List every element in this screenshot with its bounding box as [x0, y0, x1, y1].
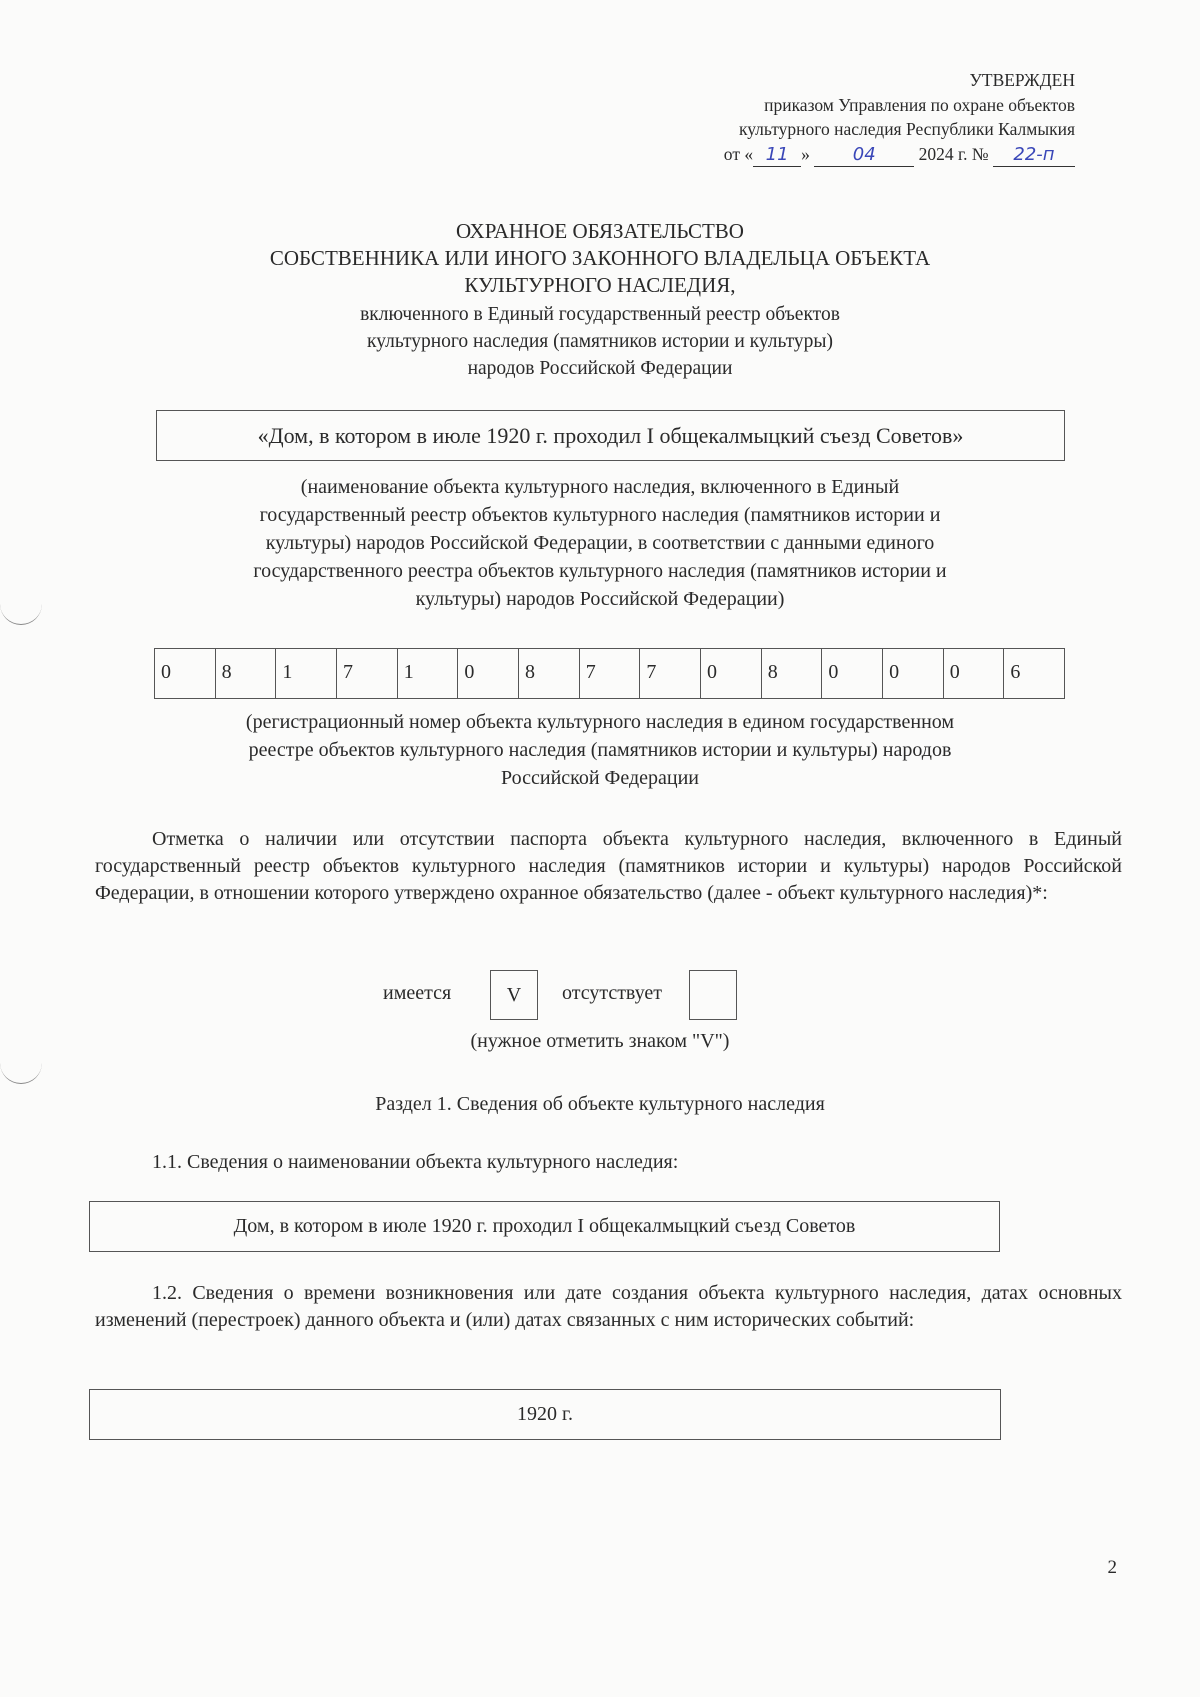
- item-1-1-value: Дом, в котором в июле 1920 г. проходил I общекалмыцкий съезд Советов: [233, 1215, 856, 1237]
- approval-year: 2024 г. №: [918, 143, 989, 164]
- approval-number: 22-п: [993, 144, 1075, 167]
- punch-hole-mark: [0, 596, 42, 625]
- absent-label: отсутствует: [562, 982, 663, 1004]
- reg-number-caption-line: Российской Федерации: [500, 767, 700, 789]
- document-subtitle: [0, 301, 1200, 382]
- reg-digit: 7: [640, 649, 701, 698]
- reg-digit: 0: [883, 649, 944, 698]
- title-line-1: ОХРАННОЕ ОБЯЗАТЕЛЬСТВО: [456, 219, 744, 243]
- item-1-2: [95, 1280, 1122, 1334]
- item-1-2-value-box: [89, 1389, 1001, 1440]
- passport-paragraph-text: Отметка о наличии или отсутствии паспорта объекта культурного наследия, включенного в Единый государственный реестр объектов культурного наследия (памятников истории и культуры) народов Российской Федерации, в отношении которого утверждено охранное обязательство (далее - объект культурного наследия)*:: [95, 828, 1122, 904]
- reg-number-caption-line: реестре объектов культурного наследия (памятников истории и культуры) народов: [248, 739, 952, 761]
- registration-number-grid: [154, 648, 1065, 699]
- reg-digit: 0: [944, 649, 1005, 698]
- reg-digit: 1: [276, 649, 337, 698]
- reg-digit: 8: [519, 649, 580, 698]
- punch-hole-mark: [0, 1055, 42, 1084]
- item-1-2-label: 1.2. Сведения о времени возникновения или дате создания объекта культурного наследия, датах основных изменений (перестроек) данного объекта и (или) датах связанных с ним исторических событий:: [95, 1282, 1122, 1331]
- reg-digit: 7: [337, 649, 398, 698]
- reg-digit: 0: [458, 649, 519, 698]
- title-line-2: СОБСТВЕННИКА ИЛИ ИНОГО ЗАКОННОГО ВЛАДЕЛЬЦА ОБЪЕКТА: [269, 246, 931, 270]
- item-1-1-value-box: [89, 1201, 1000, 1252]
- mark-note: (нужное отметить знаком "V"): [470, 1030, 730, 1052]
- passport-checkboxes: [0, 970, 1200, 1020]
- document-title: [0, 218, 1200, 299]
- reg-number-caption-line: (регистрационный номер объекта культурного наследия в едином государственном: [245, 711, 955, 733]
- approval-title: УТВЕРЖДЕН: [969, 70, 1075, 90]
- reg-digit: 0: [822, 649, 883, 698]
- reg-digit: 0: [701, 649, 762, 698]
- item-1-1-label: 1.1. Сведения о наименовании объекта культурного наследия:: [152, 1151, 679, 1173]
- reg-digit: 6: [1010, 661, 1021, 683]
- subtitle-line-3: народов Российской Федерации: [467, 358, 733, 379]
- reg-digit: 8: [762, 649, 823, 698]
- object-name-caption-line: государственного реестра объектов культурного наследия (памятников истории и: [253, 560, 947, 582]
- present-label: имеется: [383, 982, 452, 1004]
- approval-block: [724, 68, 1075, 167]
- approval-date-line: [724, 142, 1075, 167]
- date-prefix: от «: [723, 143, 754, 164]
- object-name-caption-line: государственный реестр объектов культурного наследия (памятников истории и: [259, 504, 941, 526]
- object-name-caption: [0, 473, 1200, 613]
- reg-digit: 1: [398, 649, 459, 698]
- object-name-caption-line: (наименование объекта культурного наследия, включенного в Единый: [300, 476, 900, 498]
- item-1-2-value: 1920 г.: [517, 1403, 573, 1425]
- reg-number-caption: [0, 708, 1200, 792]
- approval-order-line: приказом Управления по охране объектов: [764, 94, 1075, 115]
- present-checkbox[interactable]: [490, 970, 538, 1020]
- approval-authority-line: культурного наследия Республики Калмыкия: [738, 119, 1075, 139]
- subtitle-line-1: включенного в Единый государственный реестр объектов: [360, 304, 840, 325]
- subtitle-line-2: культурного наследия (памятников истории и культуры): [367, 331, 833, 352]
- reg-digit: 7: [580, 649, 641, 698]
- object-name-box: [156, 410, 1065, 461]
- absent-checkbox[interactable]: [689, 970, 737, 1020]
- object-name: «Дом, в котором в июле 1920 г. проходил I общекалмыцкий съезд Советов»: [257, 422, 964, 448]
- section-1-title: Раздел 1. Сведения об объекте культурного наследия: [375, 1093, 825, 1115]
- reg-digit: 8: [216, 649, 277, 698]
- passport-paragraph: [95, 826, 1122, 907]
- reg-digit: 0: [155, 649, 216, 698]
- approval-day: 11: [753, 144, 801, 167]
- object-name-caption-line: культуры) народов Российской Федерации): [415, 588, 785, 610]
- title-line-3: КУЛЬТУРНОГО НАСЛЕДИЯ,: [464, 273, 736, 297]
- date-mid: »: [801, 143, 810, 164]
- present-mark: V: [506, 983, 522, 1006]
- approval-month: 04: [814, 144, 914, 167]
- page-number: 2: [1107, 1557, 1117, 1578]
- object-name-caption-line: культуры) народов Российской Федерации, в соответствии с данными единого: [265, 532, 935, 554]
